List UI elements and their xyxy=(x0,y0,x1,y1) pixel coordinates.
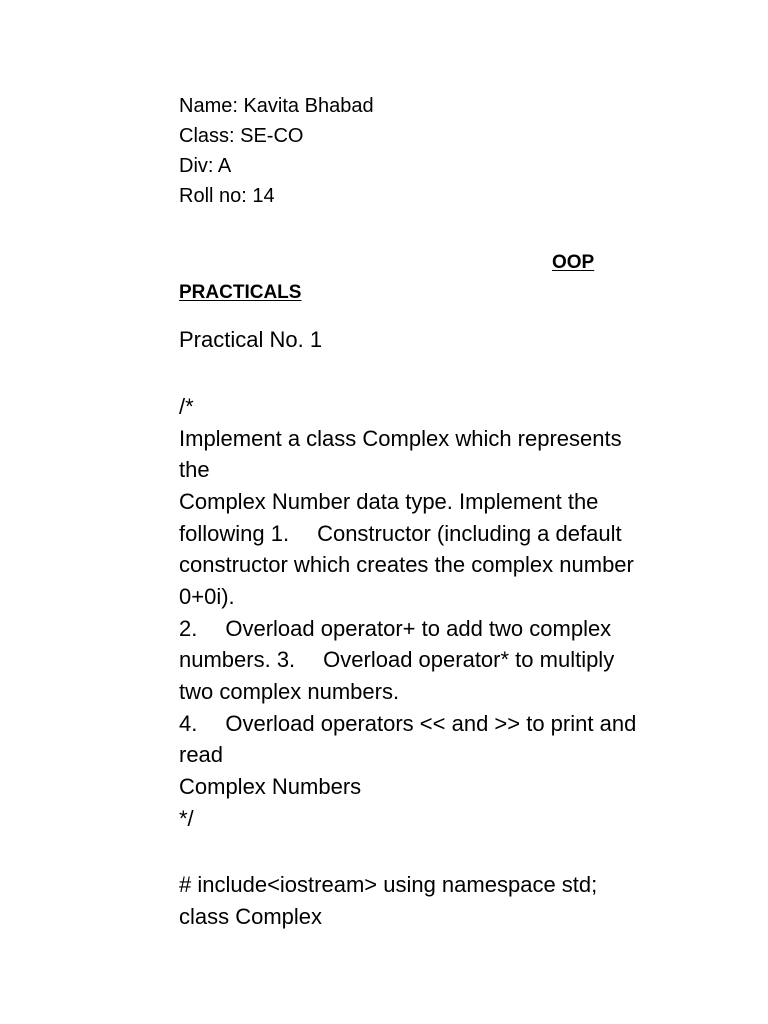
comment-segment: numbers. 3. xyxy=(179,647,296,672)
comment-segment: 4. xyxy=(179,711,198,736)
code-line: class Complex xyxy=(179,904,323,929)
comment-line xyxy=(179,649,614,671)
student-name: Name: Kavita Bhabad xyxy=(179,95,374,117)
comment-line xyxy=(179,523,622,545)
practical-number: Practical No. 1 xyxy=(179,327,323,352)
comment-line xyxy=(179,713,636,735)
comment-line: Complex Number data type. Implement the xyxy=(179,489,599,514)
comment-line: Implement a class Complex which represents xyxy=(179,426,622,451)
comment-close: */ xyxy=(179,806,194,831)
comment-segment: Constructor (including a default xyxy=(317,521,622,546)
code-line: # include<iostream> using namespace std; xyxy=(179,872,598,897)
comment-segment: Overload operators << and >> to print and xyxy=(225,711,637,736)
practicals-heading: PRACTICALS xyxy=(179,282,302,303)
comment-segment: 2. xyxy=(179,616,198,641)
comment-line xyxy=(179,618,611,640)
student-class: Class: SE-CO xyxy=(179,125,304,147)
student-division: Div: A xyxy=(179,155,232,177)
comment-open: /* xyxy=(179,394,194,419)
comment-line: two complex numbers. xyxy=(179,679,400,704)
student-roll-no: Roll no: 14 xyxy=(179,185,275,207)
comment-segment: Overload operator* to multiply xyxy=(323,647,615,672)
comment-line: the xyxy=(179,457,210,482)
comment-segment: following 1. xyxy=(179,521,290,546)
comment-line: Complex Numbers xyxy=(179,774,362,799)
comment-line: read xyxy=(179,742,224,767)
subject-title: OOP xyxy=(552,252,595,273)
comment-line: constructor which creates the complex number xyxy=(179,552,634,577)
comment-line: 0+0i). xyxy=(179,584,235,609)
comment-segment: Overload operator+ to add two complex xyxy=(225,616,612,641)
